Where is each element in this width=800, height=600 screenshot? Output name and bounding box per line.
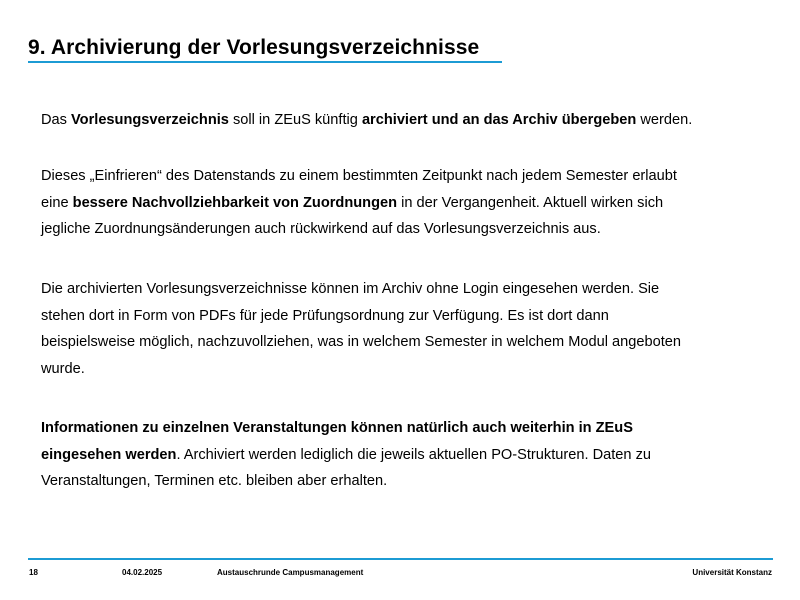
paragraph-freezing [41, 166, 677, 239]
text-run: stehen dort in Form von PDFs für jede Prüfungsordnung zur Verfügung. Es ist dort dann [41, 307, 609, 324]
text-run: Veranstaltungen, Terminen etc. bleiben aber erhalten. [41, 473, 388, 489]
text-run: Die archivierten Vorlesungsverzeichnisse können im Archiv ohne Login eingesehen werden. Sie [41, 281, 660, 297]
text-run: wurde. [41, 360, 85, 377]
text-line [41, 306, 681, 326]
text-line [41, 418, 651, 438]
text-line [41, 471, 651, 491]
footer-page-number: 18 [29, 568, 38, 577]
text-run: eine [41, 194, 73, 211]
text-run: beispielsweise möglich, nachzuvollziehen, was in welchem Semester in welchem Modul angeboten [41, 334, 682, 350]
text-line [41, 359, 681, 379]
text-line [41, 193, 677, 213]
footer-date: 04.02.2025 [122, 568, 163, 577]
title-underline [28, 61, 502, 63]
text-line [41, 219, 677, 239]
text-line [41, 332, 681, 352]
text-line [41, 279, 681, 299]
footer-institution: Universität Konstanz [692, 568, 772, 577]
text-run: werden. [636, 112, 693, 128]
text-run: . Archiviert werden lediglich die jeweils aktuellen PO-Strukturen. Daten zu [176, 446, 651, 463]
text-run: jegliche Zuordnungsänderungen auch rückwirkend auf das Vorlesungsverzeichnis aus. [41, 221, 601, 237]
paragraph-archive-intro [41, 110, 692, 130]
text-run: Dieses „Einfrieren“ des Datenstands zu einem bestimmten Zeitpunkt nach jedem Semester erlaubt [41, 168, 677, 184]
bold-text-run: Vorlesungsverzeichnis [71, 112, 229, 128]
page-title: 9. Archivierung der Vorlesungsverzeichnisse [28, 36, 480, 59]
footer-rule [28, 558, 773, 560]
text-line [41, 110, 692, 130]
text-run: Das [41, 112, 72, 128]
bold-text-run: archiviert und an das Archiv übergeben [361, 112, 637, 128]
paragraph-zeus-info [41, 418, 651, 491]
text-line [41, 166, 677, 186]
bold-text-run: bessere Nachvollziehbarkeit von Zuordnungen [72, 194, 398, 211]
bold-text-run: Informationen zu einzelnen Veranstaltungen können natürlich auch weiterhin in ZEuS [41, 420, 633, 436]
paragraph-archive-access [41, 279, 681, 379]
text-line [41, 445, 651, 465]
text-run: soll in ZEuS künftig [228, 112, 362, 128]
footer-event: Austauschrunde Campusmanagement [217, 568, 364, 577]
bold-text-run: eingesehen werden [41, 446, 177, 463]
text-run: in der Vergangenheit. Aktuell wirken sich [397, 194, 664, 211]
